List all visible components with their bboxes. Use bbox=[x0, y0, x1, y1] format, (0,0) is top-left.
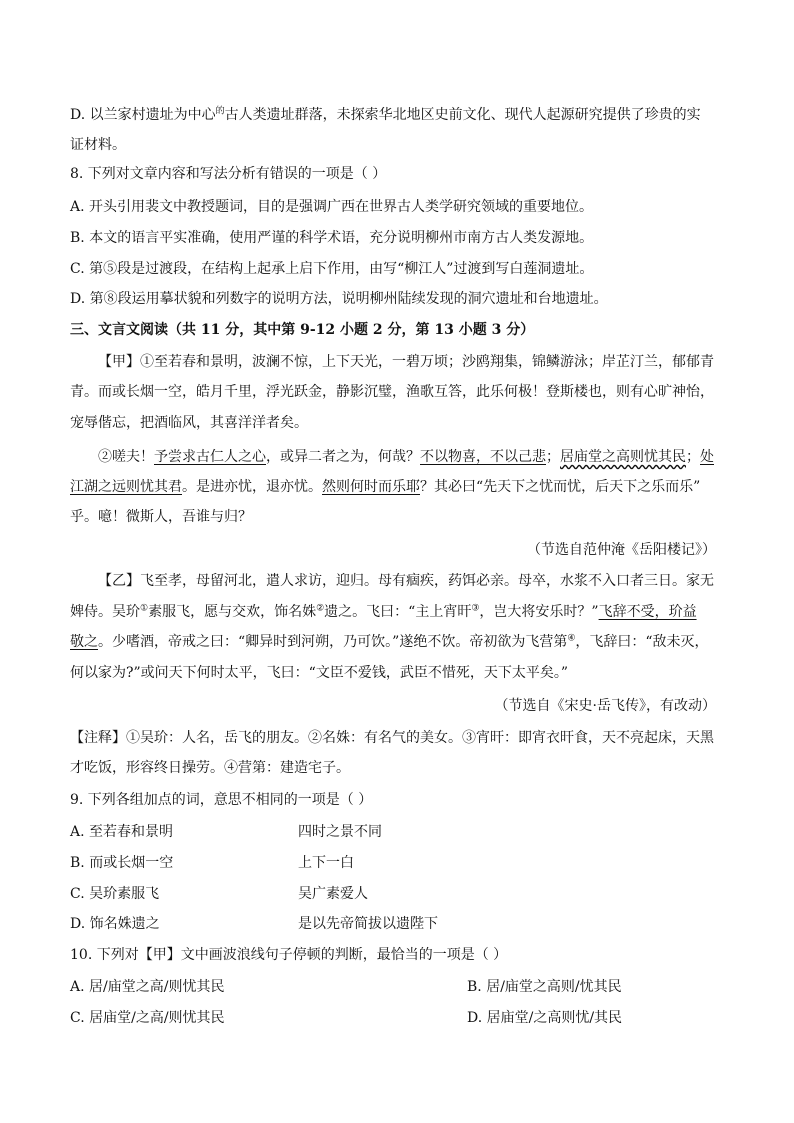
q8-option-d: D. 第⑧段运用摹状貌和列数字的说明方法，说明柳州陆续发现的洞穴遗址和台地遗址。 bbox=[70, 291, 608, 307]
q8-option-b: B. 本文的语言平实准确，使用严谨的科学术语，充分说明柳州市南方古人类发源地。 bbox=[70, 230, 594, 246]
yi-source: （节选自《宋史·岳飞传》，有改动） bbox=[494, 698, 716, 714]
notes-line2: 才吃饭，形容终日操劳。④营第：建造宅子。 bbox=[70, 760, 350, 776]
q10-option-c: C. 居庙堂/之高/则忧其民 bbox=[70, 1010, 225, 1026]
q7-option-d-cont: 证材料。 bbox=[70, 137, 126, 153]
q10-option-b: B. 居/庙堂之高则/忧其民 bbox=[467, 979, 622, 995]
q9-option-d: D. 饰名姝遗之 是以先帝简拔以遗陛下 bbox=[70, 916, 438, 932]
jia-p1-line3: 宠辱偕忘，把酒临风，其喜洋洋者矣。 bbox=[70, 415, 308, 431]
q8-option-c: C. 第⑤段是过渡段，在结构上起承上启下作用，由写“柳江人”过渡到写白莲洞遗址。 bbox=[70, 261, 594, 277]
q10-stem: 10. 下列对【甲】文中画波浪线句子停顿的判断，最恰当的一项是（ ） bbox=[70, 947, 508, 963]
notes-line1: 【注释】①吴玠：人名，岳飞的朋友。②名姝：有名气的美女。③宵旰：即宵衣旰食，天不亮起床，天黑 bbox=[70, 730, 714, 746]
q9-option-a: A. 至若春和景明 四时之景不同 bbox=[70, 824, 382, 840]
section-title: 三、文言文阅读（共 11 分，其中第 9-12 小题 2 分，第 13 小题 3 分） bbox=[70, 322, 535, 338]
yi-line1: 【乙】飞至孝，母留河北，遣人求访，迎归。母有痼疾，药饵必亲。母卒，水浆不入口者三日。家无 bbox=[98, 573, 714, 589]
jia-p2-line3: 乎。噫！微斯人，吾谁与归？ bbox=[70, 509, 252, 525]
q8-stem: 8. 下列对文章内容和写法分析有错误的一项是（ ） bbox=[70, 166, 387, 182]
yi-line2: 婢侍。吴玠①素服飞，愿与交欢，饰名姝②遗之。飞曰：“主上宵旰③，岂大将安乐时？”飞辞不受，玠益 bbox=[70, 603, 697, 620]
q8-option-a: A. 开头引用裴文中教授题词，目的是强调广西在世界古人类学研究领域的重要地位。 bbox=[70, 199, 594, 215]
q10-row1 bbox=[70, 977, 622, 997]
q10-option-d: D. 居庙堂/之高则忧/其民 bbox=[467, 1010, 623, 1026]
q10-row2 bbox=[70, 1008, 623, 1028]
yi-line3: 敬之。少嗜酒，帝戒之曰：“卿异时到河朔，乃可饮。”遂绝不饮。帝初欲为飞营第④，飞辞曰：“敌未灭， bbox=[70, 633, 709, 650]
q9-option-c: C. 吴玠素服飞 吴广素爱人 bbox=[70, 886, 368, 902]
jia-p2-line2: 江湖之远则忧其君。是进亦忧，退亦忧。然则何时而乐耶？其必曰“先天下之忧而忧，后天下之乐而乐” bbox=[70, 479, 701, 495]
yi-line4: 何以家为?”或问天下何时太平，飞曰：“文臣不爱钱，武臣不惜死，天下太平矣。” bbox=[70, 665, 568, 681]
jia-p1-line1: 【甲】①至若春和景明，波澜不惊，上下天光，一碧万顷；沙鸥翔集，锦鳞游泳；岸芷汀兰，郁郁青 bbox=[98, 354, 714, 370]
q7-option-d: D. 以兰家村遗址为中心$^的$古人类遗址群落，未探索华北地区史前文化、现代人起源研究提供了珍贵的实 bbox=[70, 106, 701, 123]
q9-stem: 9. 下列各组加点的词，意思不相同的一项是（ ） bbox=[70, 792, 373, 808]
jia-p2-line1: ②嗟夫！予尝求古仁人之心，或异二者之为，何哉？不以物喜，不以己悲；居庙堂之高则忧其民；处 bbox=[98, 449, 714, 465]
jia-p1-line2: 青。而或长烟一空，皓月千里，浮光跃金，静影沉璧，渔歌互答，此乐何极！登斯楼也，则有心旷神怡， bbox=[70, 384, 714, 400]
jia-source: （节选自范仲淹《岳阳楼记》） bbox=[527, 542, 716, 558]
q10-option-a: A. 居/庙堂之高/则忧其民 bbox=[70, 979, 225, 995]
q9-option-b: B. 而或长烟一空 上下一白 bbox=[70, 855, 354, 871]
